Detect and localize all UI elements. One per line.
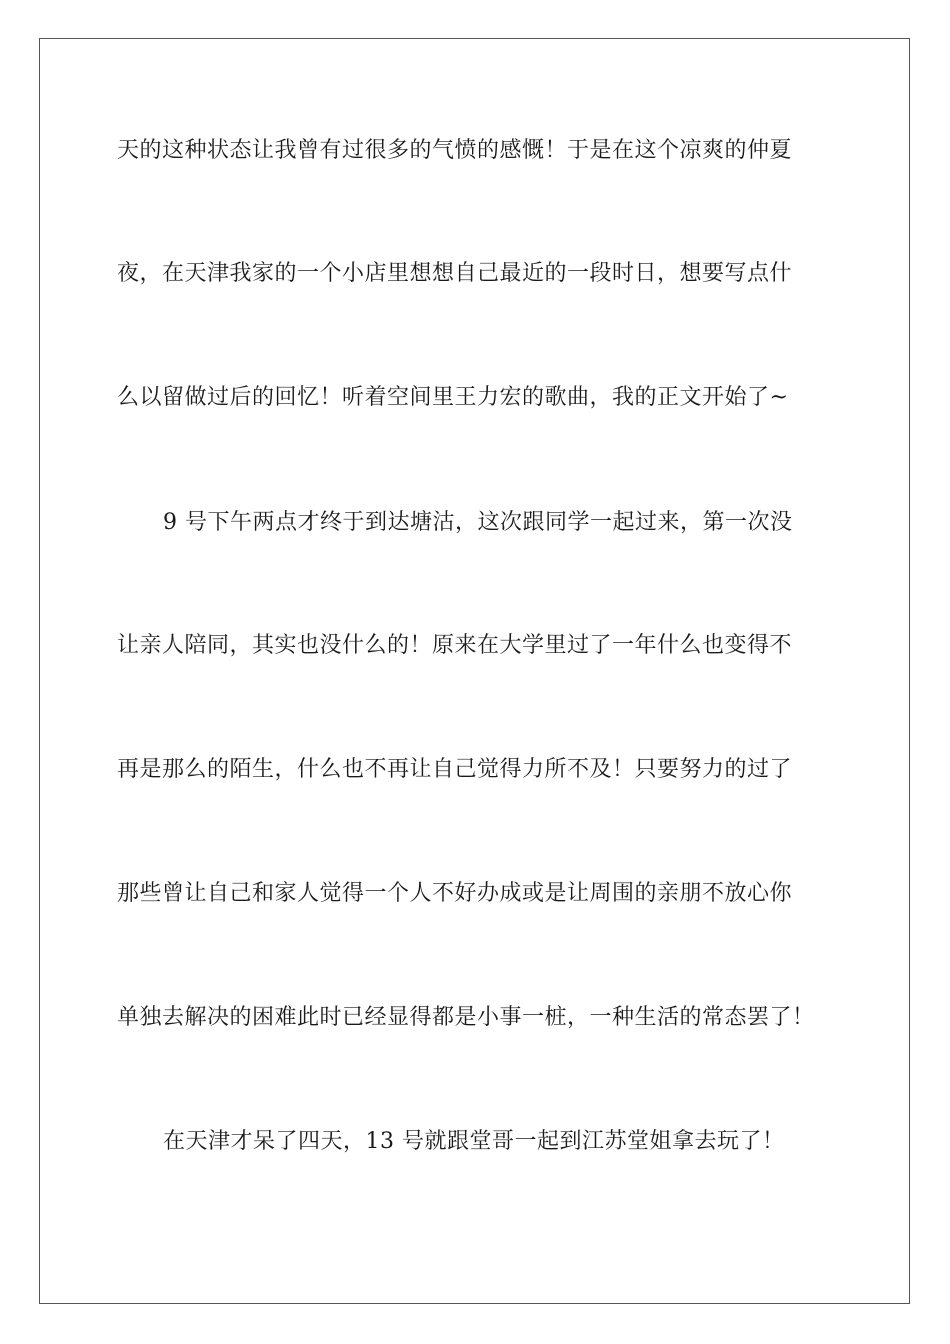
text-line-2: 夜，在天津我家的一个小店里想想自己最近的一段时日，想要写点什 <box>117 261 793 286</box>
text-line-5: 让亲人陪同，其实也没什么的！原来在大学里过了一年什么也变得不 <box>117 633 793 658</box>
text-line-9: 在天津才呆了四天，13 号就跟堂哥一起到江苏堂姐拿去玩了！ <box>163 1129 785 1154</box>
text-line-7: 那些曾让自己和家人觉得一个人不好办成或是让周围的亲朋不放心你 <box>117 881 793 906</box>
text-line-4: 9 号下午两点才终于到达塘沽，这次跟同学一起过来，第一次没 <box>163 510 793 535</box>
page-border <box>39 38 910 1304</box>
text-line-1: 天的这种状态让我曾有过很多的气愤的感慨！于是在这个凉爽的仲夏 <box>117 138 793 163</box>
text-line-6: 再是那么的陌生，什么也不再让自己觉得力所不及！只要努力的过了 <box>117 757 793 782</box>
text-line-3: 么以留做过后的回忆！听着空间里王力宏的歌曲，我的正文开始了~ <box>117 385 789 410</box>
text-line-8: 单独去解决的困难此时已经显得都是小事一桩，一种生活的常态罢了！ <box>117 1005 815 1030</box>
